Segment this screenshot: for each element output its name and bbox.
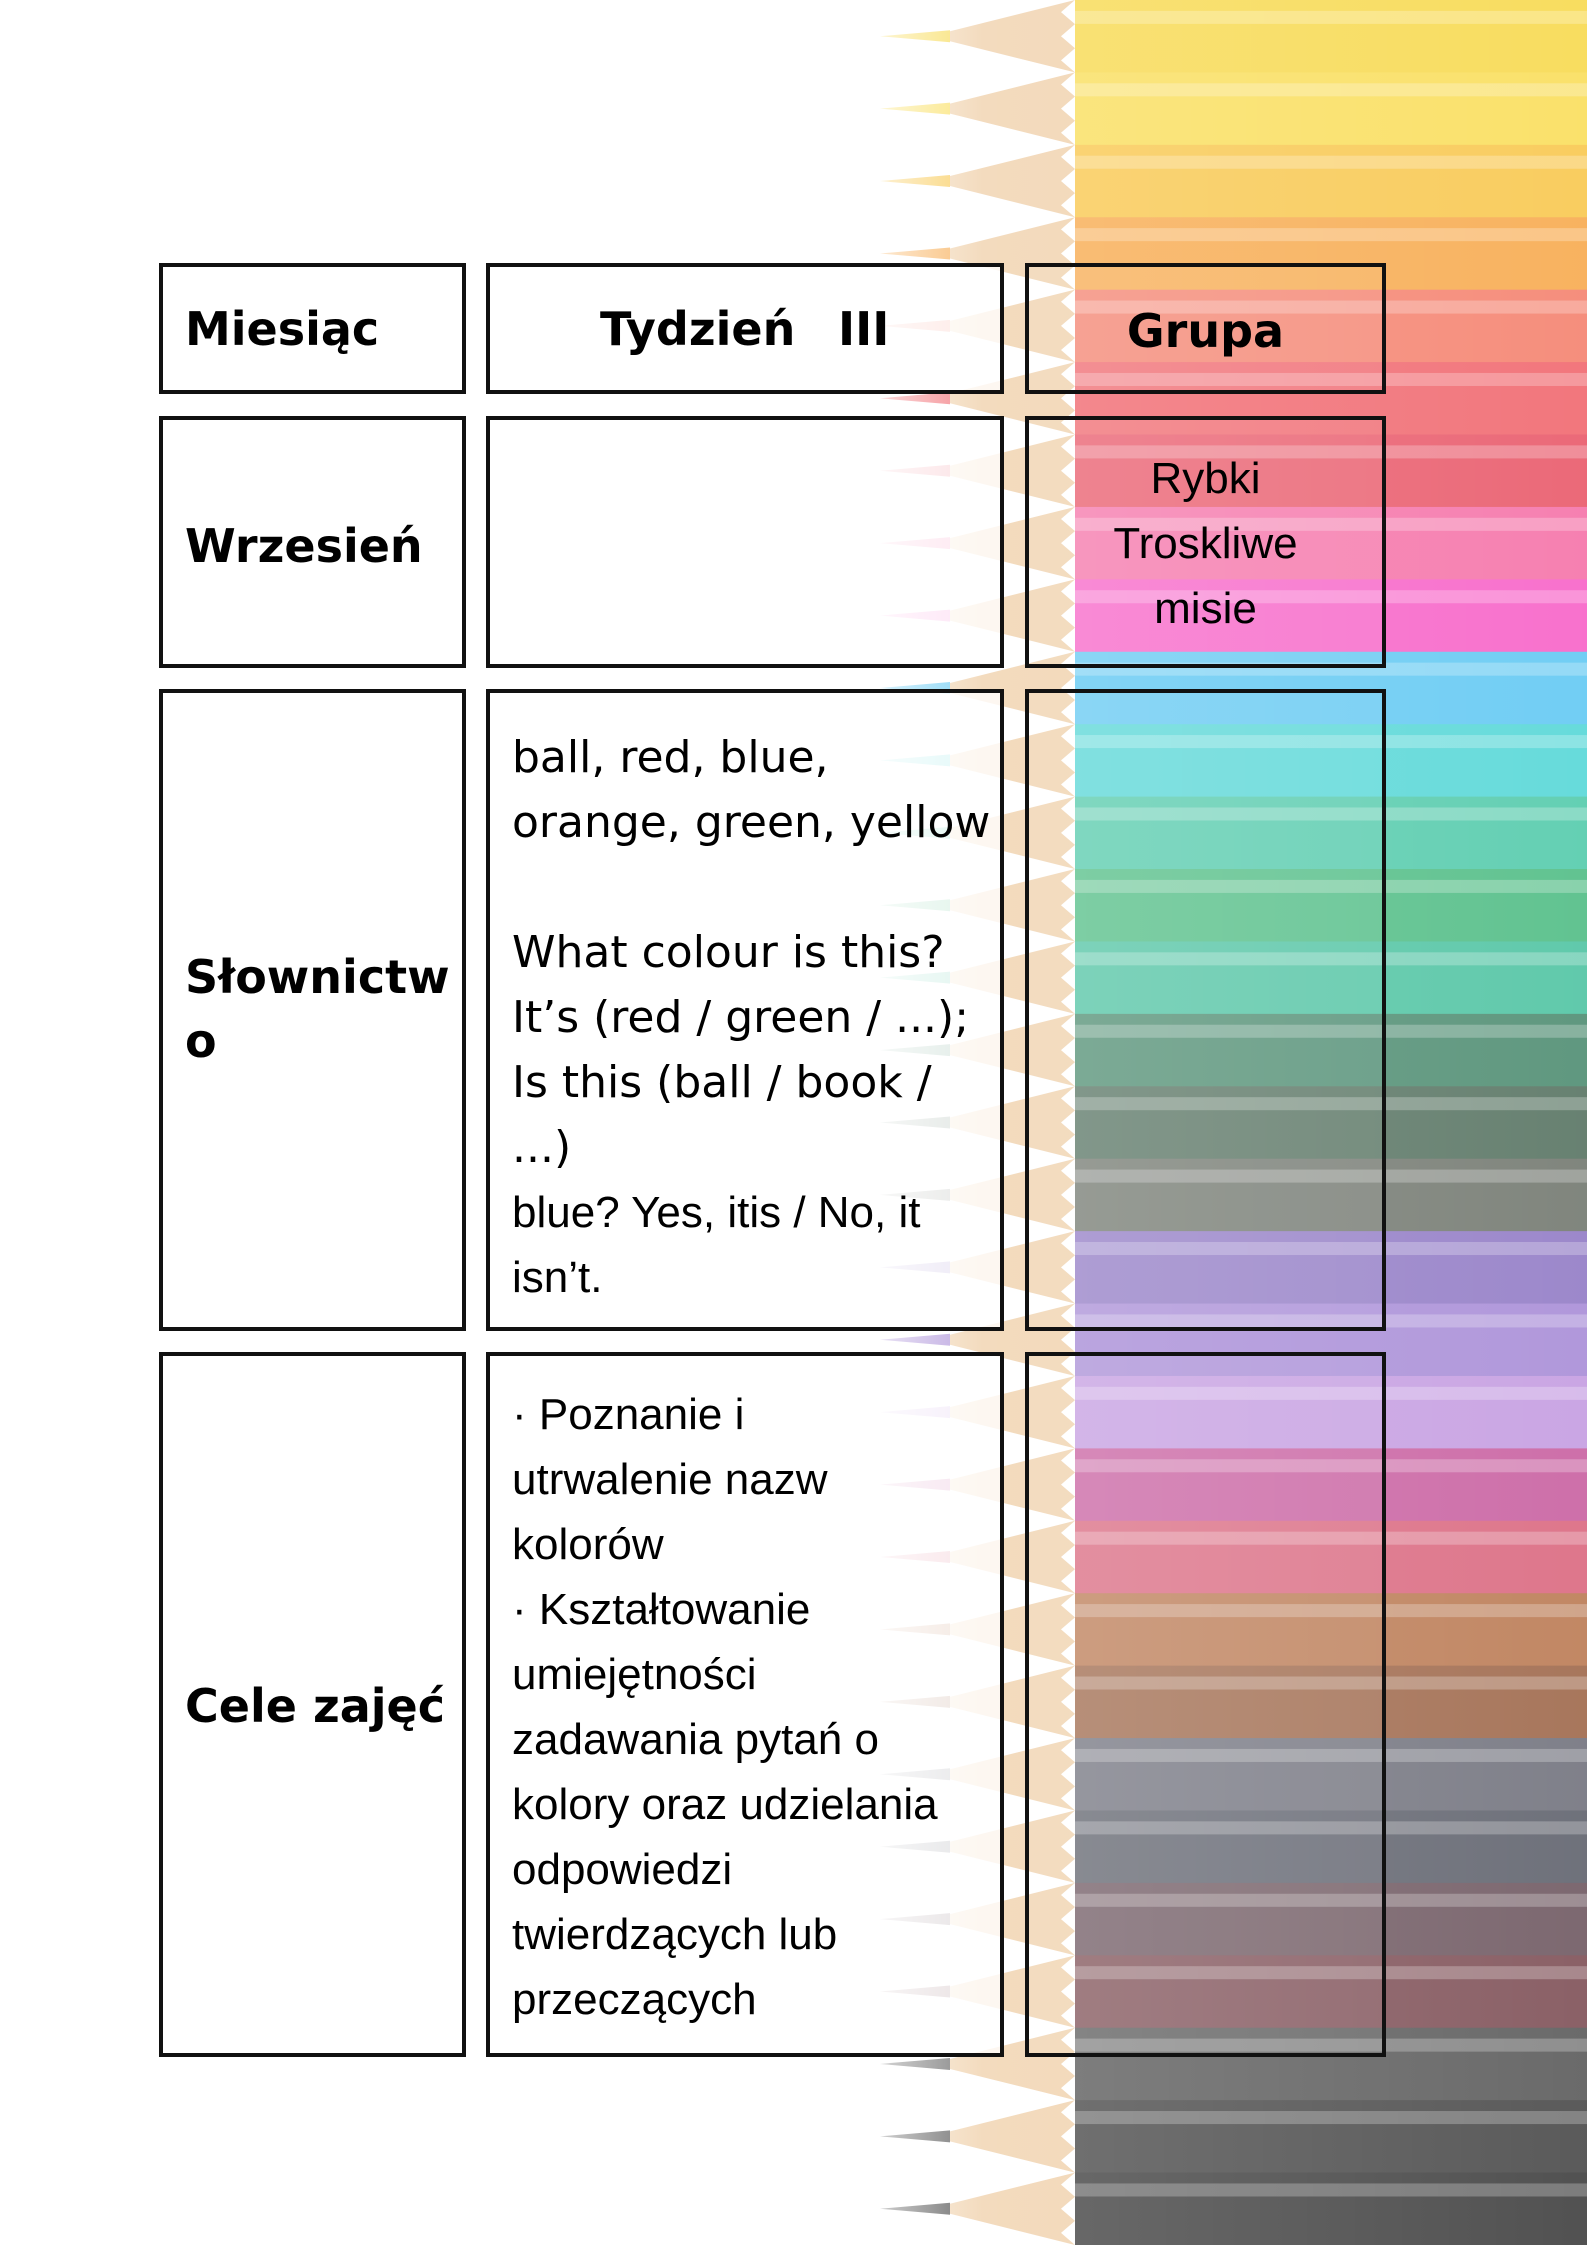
month-label-cell	[159, 416, 466, 668]
header-month-label: Miesiąc	[185, 302, 380, 356]
vocabulary-label-line: Słownictw	[185, 950, 450, 1004]
vocabulary-content-cell	[486, 689, 1004, 1331]
header-week-number: III	[838, 302, 890, 356]
goals-text	[512, 1382, 994, 2032]
goals-line: twierdzących lub	[512, 1910, 838, 1959]
goals-line: · Poznanie i	[512, 1390, 745, 1439]
vocabulary-line: ball, red, blue,	[512, 732, 829, 783]
vocabulary-line: isn’t.	[512, 1253, 603, 1302]
goals-line: przeczących	[512, 1975, 757, 2024]
group-name-line: Troskliwe	[1113, 519, 1298, 568]
vocabulary-label-line: o	[185, 1014, 217, 1068]
vocabulary-line: ...)	[512, 1122, 572, 1173]
vocabulary-line: It’s (red / green / ...);	[512, 992, 970, 1043]
month-week-cell	[486, 416, 1004, 668]
goals-line: zadawania pytań o	[512, 1715, 879, 1764]
header-group-label: Grupa	[1126, 304, 1285, 358]
goals-content-cell	[486, 1352, 1004, 2057]
vocabulary-label-cell	[159, 689, 466, 1331]
header-week-cell	[486, 263, 1004, 394]
group-name-line: misie	[1154, 584, 1257, 633]
vocabulary-line	[512, 855, 994, 920]
vocabulary-line: What colour is this?	[512, 927, 945, 978]
header-group-cell	[1025, 263, 1386, 394]
goals-group-cell	[1025, 1352, 1386, 2057]
vocabulary-line: orange, green, yellow	[512, 797, 991, 848]
vocabulary-line: Is this (ball / book /	[512, 1057, 932, 1108]
goals-line: utrwalenie nazw	[512, 1455, 828, 1504]
goals-label: Cele zajęć	[185, 1679, 445, 1733]
month-label: Wrzesień	[185, 519, 423, 573]
goals-line: · Kształtowanie	[512, 1585, 811, 1634]
goals-line: umiejętności	[512, 1650, 757, 1699]
group-name-line: Rybki	[1150, 454, 1261, 503]
vocabulary-group-cell	[1025, 689, 1386, 1331]
group-name-cell	[1025, 416, 1386, 668]
vocabulary-line: blue? Yes, itis / No, it	[512, 1188, 921, 1237]
goals-line: kolory oraz udzielania	[512, 1780, 938, 1829]
goals-line: kolorów	[512, 1520, 664, 1569]
vocabulary-text	[512, 725, 994, 1310]
goals-label-cell	[159, 1352, 466, 2057]
header-week-label: Tydzień	[600, 302, 796, 356]
header-month-cell	[159, 263, 466, 394]
vocabulary-label	[185, 945, 450, 1073]
goals-line: odpowiedzi	[512, 1845, 733, 1894]
